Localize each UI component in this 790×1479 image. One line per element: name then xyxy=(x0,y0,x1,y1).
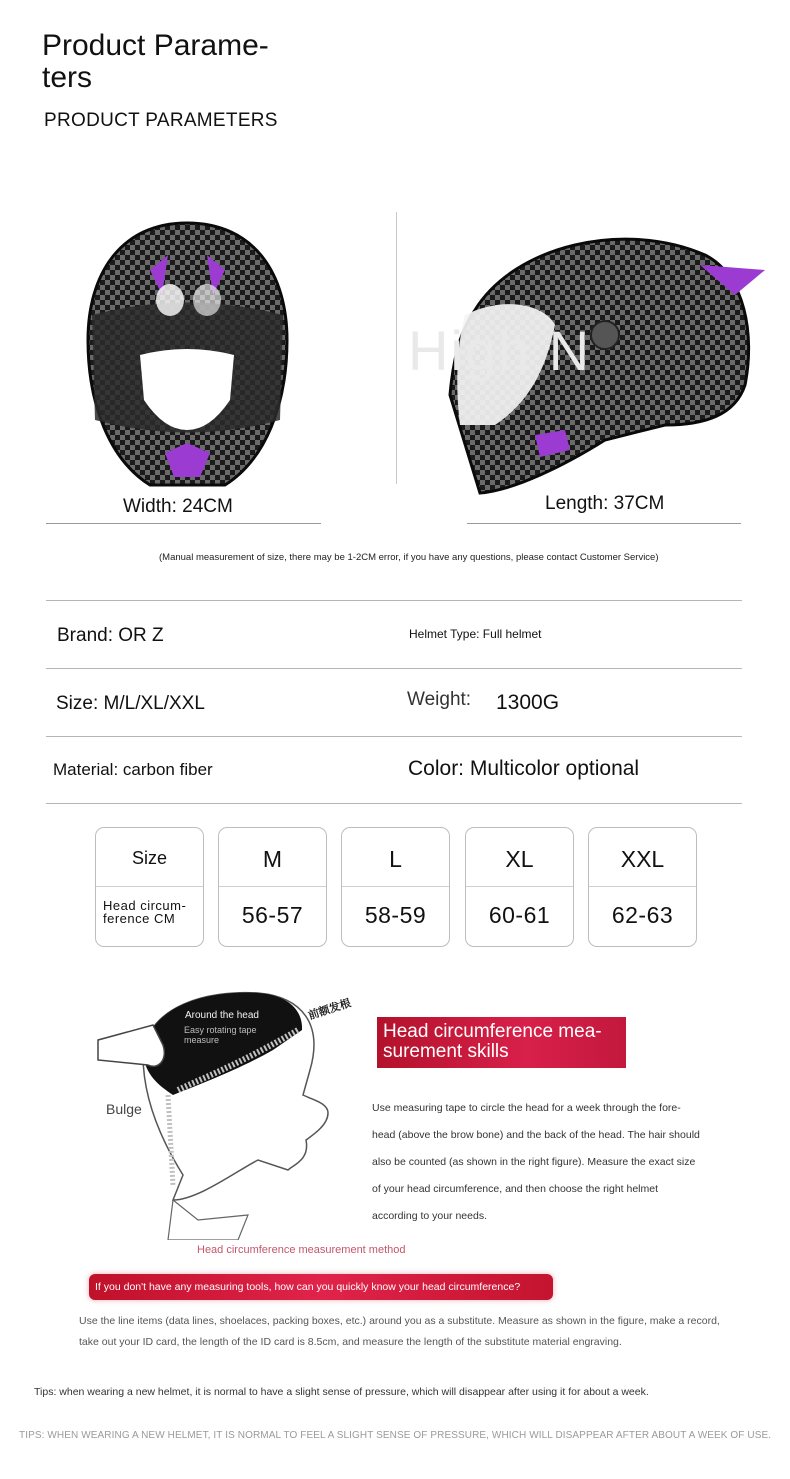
image-divider xyxy=(396,212,397,484)
card-divider xyxy=(96,886,203,887)
spec-divider xyxy=(46,668,742,669)
helmet-type-text: Helmet Type: Full helmet xyxy=(409,627,542,641)
size-label: XL xyxy=(505,846,534,872)
tips-uppercase-text: TIPS: WHEN WEARING A NEW HELMET, IT IS NORMAL TO FEEL A SLIGHT SENSE OF PRESSURE, WHICH WILL DISAPPEAR AFTER ABOUT A WEEK OF USE. xyxy=(19,1430,772,1441)
method-caption: Head circumference measurement method xyxy=(197,1244,406,1256)
around-head-label: Around the head xyxy=(185,1010,259,1021)
card-divider xyxy=(466,886,573,887)
size-card-m xyxy=(218,827,327,947)
size-label: L xyxy=(389,846,402,872)
tips-text: Tips: when wearing a new helmet, it is normal to have a slight sense of pressure, which will disappear after using it for about a week. xyxy=(34,1386,649,1398)
substitute-method-text: Use the line items (data lines, shoelaces, packing boxes, etc.) around you as a substitute. Measure as shown in the figure, make a record, take out your ID card, the length of the ID card is 8.5cm, and measure the length of the substitute material engraving. xyxy=(79,1315,720,1348)
measurement-skills-badge: Head circumference mea- surement skills xyxy=(377,1017,626,1068)
size-card-xl xyxy=(465,827,574,947)
forehead-hairline-label: 前额发根 xyxy=(306,997,353,1023)
spec-divider xyxy=(46,803,742,804)
weight-label: Weight: xyxy=(407,689,472,710)
size-range: 56-57 xyxy=(241,902,304,928)
card-divider xyxy=(342,886,449,887)
measurement-skills-body: Use measuring tape to circle the head for a week through the fore- head (above the brow bone) and the back of the head. The hair should also be counted (as shown in the right figure). Measure the exact size of your head circumference, and then choose the right helmet according to your needs. xyxy=(372,1102,700,1222)
measurement-note: (Manual measurement of size, there may be 1-2CM error, if you have any questions, please contact Customer Service) xyxy=(159,552,659,563)
no-tools-question-banner: If you don't have any measuring tools, how can you quickly know your head circumference? xyxy=(89,1274,553,1300)
size-card-l xyxy=(341,827,450,947)
material-text: Material: carbon fiber xyxy=(53,760,213,779)
easy-tape-label: Easy rotating tape measure xyxy=(184,1025,257,1045)
weight-value: 1300G xyxy=(496,691,560,714)
width-label: Width: 24CM xyxy=(123,496,233,517)
card-divider xyxy=(589,886,696,887)
size-header-label: Size xyxy=(131,848,167,868)
head-circumference-header: Head circum- ference CM xyxy=(103,898,187,926)
color-text: Color: Multicolor optional xyxy=(408,757,640,780)
side-watermark: High N xyxy=(408,319,592,382)
helmet-front-image xyxy=(80,215,295,495)
page-title: Product Parame- ters xyxy=(42,29,269,94)
size-label: XXL xyxy=(620,846,665,872)
spec-divider xyxy=(46,736,742,737)
spec-divider xyxy=(46,600,742,601)
size-card-xxl xyxy=(588,827,697,947)
width-underline xyxy=(46,523,321,524)
brand-text: Brand: OR Z xyxy=(57,625,164,646)
page-subtitle: PRODUCT PARAMETERS xyxy=(44,110,278,131)
length-underline xyxy=(467,523,741,524)
bulge-label: Bulge xyxy=(106,1101,142,1117)
card-divider xyxy=(219,886,326,887)
size-header-card xyxy=(95,827,204,947)
size-range: 58-59 xyxy=(364,902,427,928)
size-range: 60-61 xyxy=(488,902,551,928)
size-range: 62-63 xyxy=(611,902,674,928)
size-label: M xyxy=(262,846,283,872)
length-label: Length: 37CM xyxy=(545,493,665,514)
size-text: Size: M/L/XL/XXL xyxy=(56,693,205,714)
